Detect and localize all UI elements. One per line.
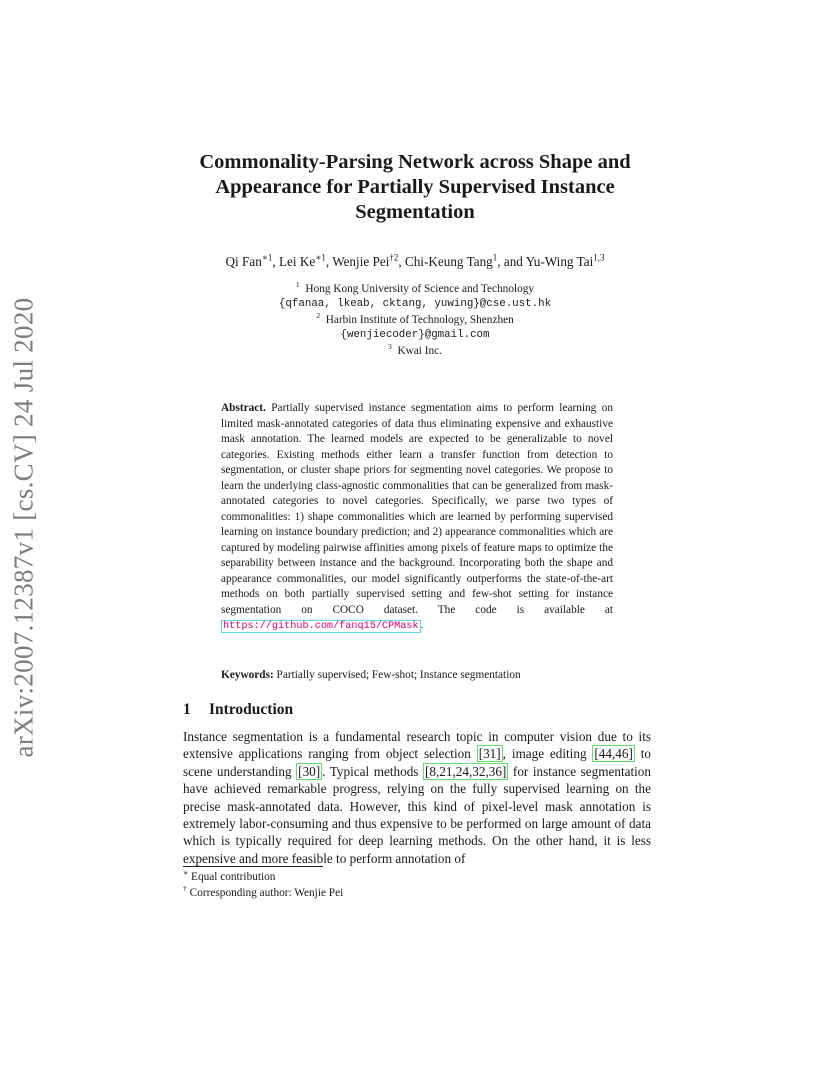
section-number: 1: [183, 701, 191, 718]
author-separator: , and: [497, 254, 526, 269]
author-affiliation-mark: ∗1: [261, 252, 273, 263]
author-affiliation-mark: 1: [492, 252, 498, 263]
code-repository-link[interactable]: https://github.com/fanq15/CPMask: [223, 621, 419, 632]
abstract-label: Abstract.: [221, 402, 266, 414]
affiliation-name: Hong Kong University of Science and Technology: [305, 283, 535, 295]
footnote-mark: †: [183, 884, 187, 894]
affiliation-mark: 3: [387, 341, 392, 351]
arxiv-sidebar-stamp: [2, 296, 46, 758]
intro-text: to scene understanding: [183, 746, 651, 779]
paper-title: [150, 150, 680, 225]
author-affiliation-mark: ∗1: [315, 252, 326, 263]
author-name: Yu-Wing Tai: [525, 254, 594, 269]
affiliation-1: [150, 282, 680, 297]
affiliation-email: {qfanaa, lkeab, cktang, yuwing}@cse.ust.hk: [278, 298, 552, 311]
title-line: Commonality-Parsing Network across Shape and: [199, 151, 631, 173]
intro-text: for instance segmentation have achieved remarkable progress, relying on the fully supervised learning on the precise mask-annotated data. However, this kind of pixel-level mask annotation is extremely labor-consuming and thus expensive to be performed on large amount of data which is typically required for deep learning methods. On the other hand, it is less expensive and more feasible to perform annotation of: [183, 763, 651, 866]
footnote-mark: ∗: [183, 868, 189, 878]
citation-link[interactable]: [31]: [478, 746, 501, 762]
author-name: Wenjie Pei: [332, 254, 390, 269]
affiliation-name: Kwai Inc.: [397, 344, 443, 357]
footnote-rule: [183, 866, 323, 867]
citation-link[interactable]: [8,21,24,32,36]: [425, 763, 507, 779]
arxiv-identifier: arXiv:2007.12387v1 [cs.CV] 24 Jul 2020: [8, 297, 39, 757]
author-separator: ,: [272, 254, 279, 269]
title-line: Segmentation: [355, 201, 475, 223]
affiliation-email: {wenjiecoder}@gmail.com: [340, 329, 490, 342]
affiliation-name: Harbin Institute of Technology, Shenzhen: [325, 313, 514, 326]
author-list: [150, 253, 680, 270]
abstract-end: .: [420, 619, 424, 631]
introduction-paragraph: [183, 728, 651, 867]
author-affiliation-mark: †2: [389, 252, 399, 263]
footnote-text: Corresponding author: Wenjie Pei: [189, 887, 344, 899]
footnote-1: [183, 869, 343, 885]
footnote-2: [183, 885, 343, 901]
title-line: Appearance for Partially Supervised Instance: [215, 176, 615, 198]
section-heading: [183, 700, 293, 720]
author-name: Lei Ke: [278, 254, 316, 269]
author-affiliation-mark: 1,3: [593, 252, 605, 263]
author-separator: ,: [325, 254, 333, 269]
citation-link[interactable]: [30]: [298, 763, 321, 779]
affiliation-3: [150, 341, 680, 359]
footnotes: [183, 869, 343, 901]
author-name: Qi Fan: [225, 254, 262, 269]
keywords: [221, 668, 621, 683]
keywords-label: Keywords:: [221, 669, 274, 681]
section-title: Introduction: [209, 701, 294, 718]
affiliations: [150, 282, 680, 359]
author-name: Chi-Keung Tang: [404, 254, 493, 269]
keywords-text: Partially supervised; Few-shot; Instance segmentation: [276, 669, 521, 681]
intro-text: Instance segmentation is a fundamental research topic in computer vision due to its extensive applications ranging from object selection: [183, 729, 651, 762]
affiliation-mark: 2: [316, 311, 321, 321]
footnote-text: Equal contribution: [191, 871, 276, 883]
citation-link[interactable]: [44,46]: [594, 746, 633, 762]
affiliation-2: [150, 313, 680, 328]
author-separator: ,: [398, 254, 405, 269]
abstract: [221, 401, 613, 635]
intro-text: . Typical methods: [322, 763, 424, 779]
abstract-text: Partially supervised instance segmentation aims to perform learning on limited mask-annotated categories of data thus eliminating expensive and exhaustive mask annotation. The learned models are expected to be generalizable to novel categories. Existing methods either learn a transfer function from detection to segmentation, or cluster shape priors for segmenting novel categories. We propose to learn the underlying class-agnostic commonalities that can be generalized from mask-annotated categories to novel categories. Specifically, we parse two types of commonalities: 1) shape commonalities which are learned by performing supervised learning on instance boundary prediction; and 2) appearance commonalities which are captured by modeling pairwise affinities among pixels of feature maps to optimize the separability between instance and the background. Incorporating both the shape and appearance commonalities, our model significantly outperforms the state-of-the-art methods on both partially supervised setting and few-shot setting for instance segmentation on COCO dataset. The code is available at: [221, 402, 614, 616]
intro-text: , image editing: [502, 746, 593, 762]
affiliation-mark: 1: [295, 280, 300, 290]
